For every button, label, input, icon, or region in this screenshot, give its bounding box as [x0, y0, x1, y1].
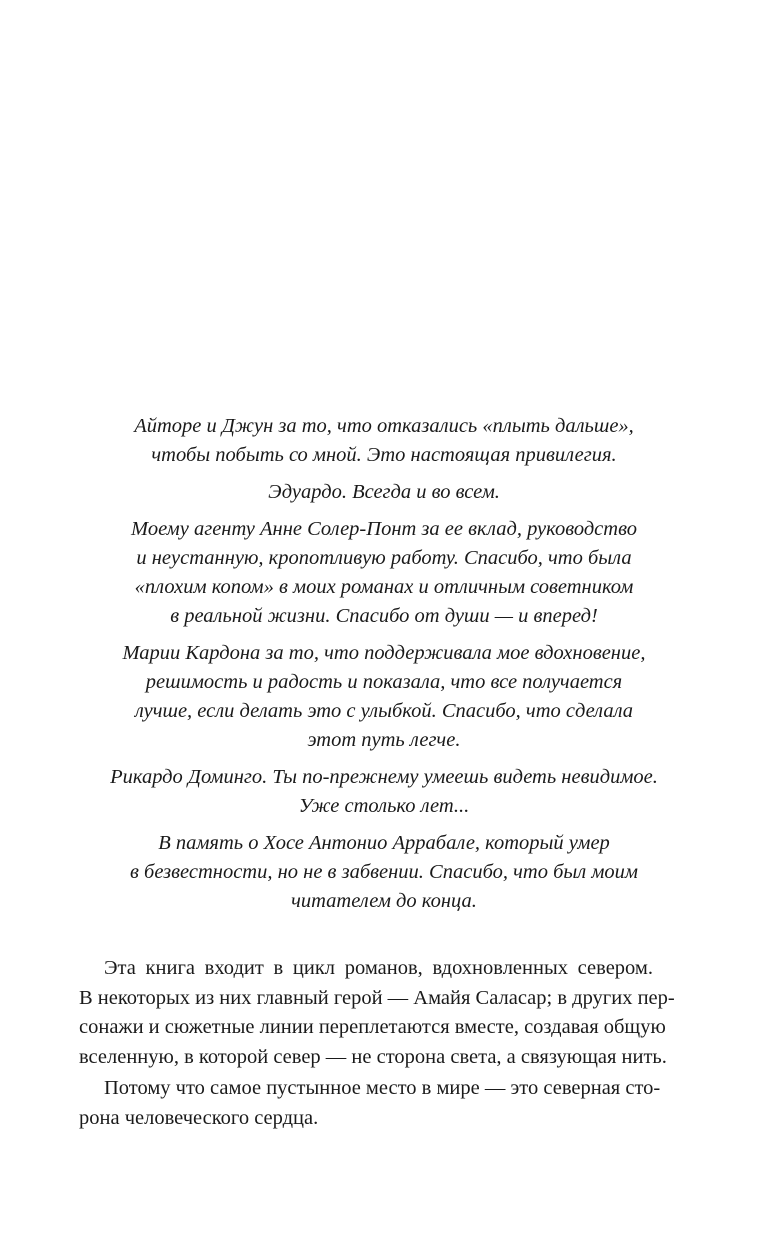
note-line: вселенную, в которой север — не сторона света, а связующая нить.: [79, 1045, 667, 1068]
dedication-line: лучше, если делать это с улыбкой. Спасибо, что сделала: [134, 700, 634, 722]
dedication-line: «плохим копом» в моих романах и отличным советником: [134, 576, 634, 598]
series-note-paragraph-2: [79, 1074, 661, 1133]
series-note: [79, 954, 675, 1135]
dedication-line: Моему агенту Анне Солер-Понт за ее вклад, руководство: [131, 518, 637, 540]
dedication-line: Уже столько лет...: [298, 795, 470, 817]
series-note-paragraph-1: [79, 954, 675, 1072]
dedication-paragraph-aitore-june: [70, 412, 698, 470]
dedication-line: в безвестности, но не в забвении. Спасибо, что был моим: [130, 861, 638, 883]
dedication-line: Айторе и Джун за то, что отказались «плыть дальше»,: [134, 415, 634, 437]
dedication-paragraph-memory: [70, 829, 698, 916]
dedication-line: этот путь легче.: [307, 729, 461, 751]
dedication-line: Рикардо Доминго. Ты по-прежнему умеешь видеть невидимое.: [110, 766, 658, 788]
dedication-paragraph-maria: [70, 639, 698, 755]
note-line: В некоторых из них главный герой — Амайя Саласар; в других пер-: [79, 986, 675, 1009]
dedication-line: Марии Кардона за то, что поддерживала мое вдохновение,: [122, 642, 646, 664]
note-line: рона человеческого сердца.: [79, 1106, 319, 1129]
dedication-line: читателем до конца.: [291, 890, 477, 912]
dedication-line: решимость и радость и показала, что все получается: [145, 671, 623, 693]
dedication-line: и неустанную, кропотливую работу. Спасибо, что была: [136, 547, 632, 569]
dedication-paragraph-ricardo: [70, 763, 698, 821]
dedication-paragraph-agent: [70, 515, 698, 631]
note-line: Потому что самое пустынное место в мире — это северная сто-: [104, 1077, 661, 1099]
dedication-paragraph-eduardo: [70, 478, 698, 507]
dedication-line: В память о Хосе Антонио Аррабале, который умер: [158, 832, 610, 854]
dedication-line: Эдуардо. Всегда и во всем.: [268, 481, 500, 503]
dedication-line: в реальной жизни. Спасибо от души — и вперед!: [170, 605, 598, 627]
dedication-line: чтобы побыть со мной. Это настоящая привилегия.: [151, 444, 617, 466]
dedication-block: [70, 412, 698, 924]
note-line: сонажи и сюжетные линии переплетаются вместе, создавая общую: [79, 1016, 666, 1038]
note-line: Эта книга входит в цикл романов, вдохновленных севером.: [104, 957, 653, 979]
